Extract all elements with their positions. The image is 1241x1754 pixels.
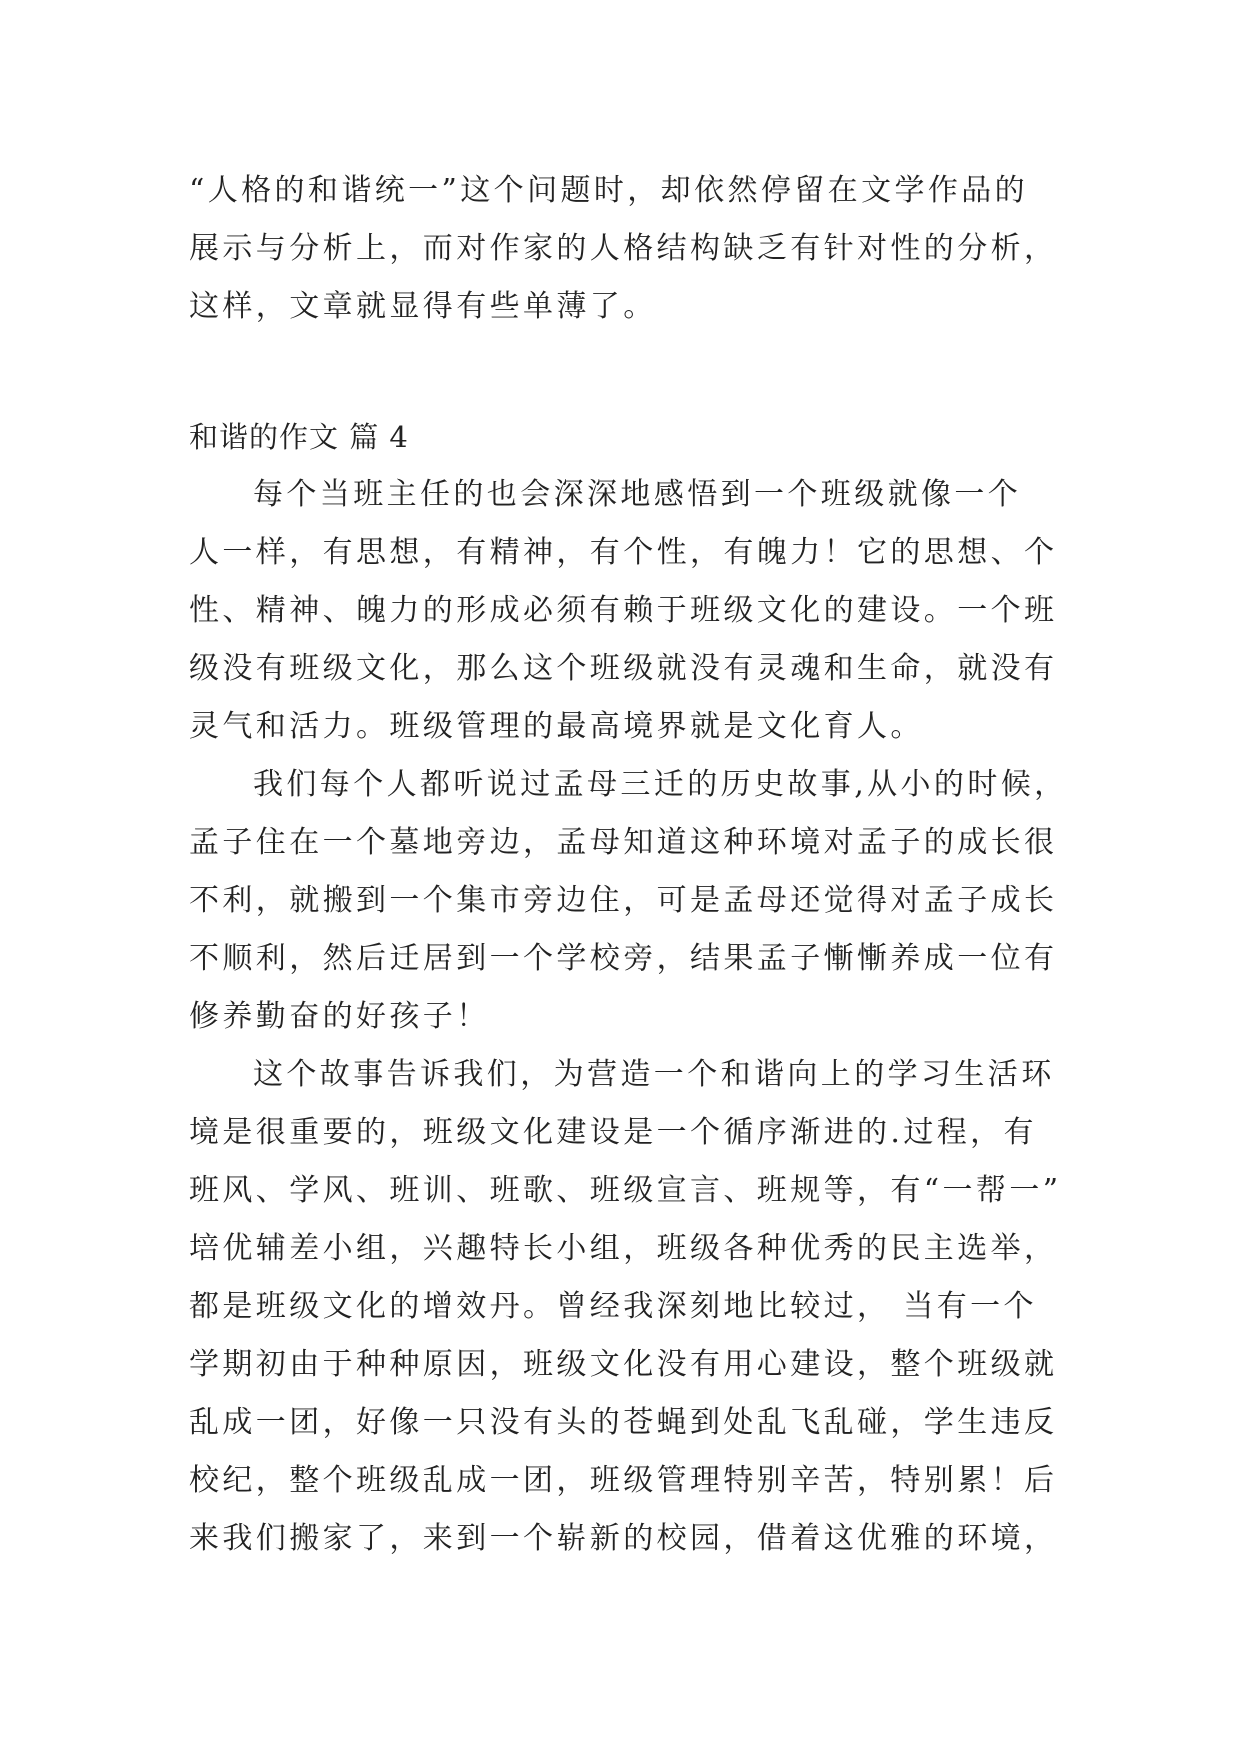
text-line: 来我们搬家了，来到一个崭新的校园，借着这优雅的环境， — [189, 1521, 1058, 1556]
intro-paragraph — [189, 162, 1069, 336]
text-line: 我们每个人都听说过孟母三迁的历史故事,从小的时候， — [253, 767, 1068, 802]
text-line: 级没有班级文化，那么这个班级就没有灵魂和生命，就没有 — [189, 651, 1058, 686]
text-line: 孟子住在一个墓地旁边，孟母知道这种环境对孟子的成长很 — [189, 825, 1058, 860]
text-line: 班风、学风、班训、班歌、班级宣言、班规等，有“一帮一” — [189, 1173, 1062, 1208]
text-line: 不顺利，然后迁居到一个学校旁，结果孟子慚慚养成一位有 — [189, 941, 1058, 976]
paragraph-1 — [189, 466, 1069, 756]
text-line: 展示与分析上，而对作家的人格结构缺乏有针对性的分析， — [189, 231, 1058, 266]
text-line: 这样，文章就显得有些单薄了。 — [189, 289, 657, 324]
text-line: 校纪，整个班级乱成一团，班级管理特别辛苦，特别累！后 — [189, 1463, 1058, 1498]
text-line: 学期初由于种种原因，班级文化没有用心建设，整个班级就 — [189, 1347, 1058, 1382]
text-line: 灵气和活力。班级管理的最高境界就是文化育人。 — [189, 709, 924, 744]
text-line: 不利，就搬到一个集市旁边住，可是孟母还觉得对孟子成长 — [189, 883, 1058, 918]
text-line: “人格的和谐统一”这个问题时，却依然停留在文学作品的 — [189, 173, 1029, 208]
paragraph-2 — [189, 756, 1069, 1046]
text-line: 都是班级文化的增效丹。曾经我深刻地比较过， 当有一个 — [189, 1289, 1037, 1324]
text-line: 修养勤奋的好孩子！ — [189, 999, 490, 1034]
text-line: 乱成一团，好像一只没有头的苍蝇到处乱飞乱碰，学生违反 — [189, 1405, 1058, 1440]
section-heading: 和谐的作文 篇 4 — [189, 420, 409, 454]
section-gap — [189, 336, 1069, 408]
text-line: 这个故事告诉我们，为营造一个和谐向上的学习生活环 — [253, 1057, 1055, 1092]
text-line: 人一样，有思想，有精神，有个性，有魄力！它的思想、个 — [189, 535, 1058, 570]
text-line: 性、精神、魄力的形成必须有赖于班级文化的建设。一个班 — [189, 593, 1058, 628]
text-line: 每个当班主任的也会深深地感悟到一个班级就像一个 — [253, 477, 1022, 512]
paragraph-3 — [189, 1046, 1069, 1568]
document-body — [189, 162, 1069, 1568]
text-line: 境是很重要的，班级文化建设是一个循序渐进的.过程，有 — [189, 1115, 1037, 1150]
text-line: 培优辅差小组，兴趣特长小组，班级各种优秀的民主选举， — [189, 1231, 1058, 1266]
